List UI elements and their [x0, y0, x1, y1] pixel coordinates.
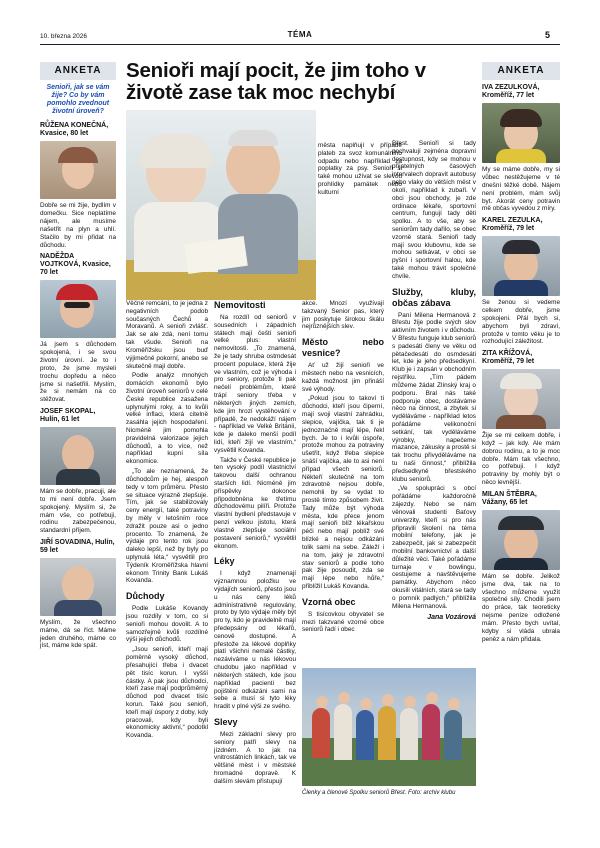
page-number: 5	[544, 30, 550, 40]
article-headline: Senioři mají pocit, že jim toho v životě zase tak moc nechybí	[126, 59, 426, 104]
page-header	[0, 0, 600, 40]
section-title: TÉMA	[287, 30, 313, 39]
person-name: JIŘÍ SOVADINA, Hulín, 59 let	[40, 538, 115, 554]
subheading: Slevy	[214, 716, 238, 727]
left-anketa-sidebar	[40, 62, 116, 654]
person-answer: Mám se dobře. Jelikož jsme dva, tak na to všechno můžeme využít společné síly. Chodili jsem do práce, tak teoreticky nejsme peníze odložené mám. Přesto bych uvítal, kdyby si vláda ubrala peněz a nám přidala.	[482, 573, 560, 643]
person-name: MILAN ŠTĚBRA, Vážany, 65 let	[482, 490, 537, 506]
subheading: Nemovitosti	[214, 300, 266, 310]
anketa-question: Senioři, jak se vám žije? Co by vám pomohlo zvednout životní úroveň?	[46, 84, 110, 116]
person-name: RŮŽENA KONEČNÁ, Kvasice, 80 let	[40, 122, 109, 138]
anketa-title: ANKETA	[40, 62, 116, 80]
article-column-1	[126, 300, 208, 742]
paragraph: „Jsou senioři, kteří mají poměrně vysoký důchod, přesahující třeba i dvacet pět tisíc korun. I vyšší částky. A pak jsou důchodci, kteří zase mají podprůměrný důchod pod dvacet tisíc korun. Také jsou senioři, kteří mají úspory z doby, kdy pracovali, kdy byli ekonomicky aktivní,“ podotkl Kovanda.	[126, 646, 208, 740]
portrait-photo	[40, 280, 116, 338]
person-answer: Se ženou si vedeme celkem dobře, jsme spokojeni. Přál bych si, abychom byli zdraví, protože v tomto věku je to rozhodující záležitost.	[482, 299, 560, 346]
paragraph: Na rozdíl od seniorů v sousedních i západních státech mají čeští senioři velké plus: vlastní nemovitosti. „To znamená, že je tady shruba ostmdesát procent populace, která žije ve vlastním, což je výhoda i pro seniory, protože ti pak nečelí problémům, které trápí seniory třeba v některých jiných zemích, kde jim hrozí vystěhování v případě, že nedokáží nájem - například ve Velké Británii, kde je daleko menší podíl lidí, kteří žijí ve vlastním,“ vysvětlil Kovanda.	[214, 313, 296, 454]
subheading: Léky	[214, 556, 235, 567]
paragraph: I když znamenají významnou položku ve výdajích seniorů, přesto jsou u nás ceny léků administrativně regulovány, proto by tyto výdaje měly být pro ty, kdo je pravidelně mají předepsány od lékařů, cenově dostupné. A přestože za lékové doplňky platí všichni nemalé částky, nezáviváme u nás lékovou chudobu jako například v některých státech, kde jsou například pacienti bez pojištění odkázáni sami na sebe a musí si tyto léky hradit v plné výši ze svého.	[214, 570, 296, 711]
portrait-photo	[40, 558, 116, 616]
paragraph: Podle analýz mnohých domácích ekonomů bylo životní úroveň seniorů v celé České republice zasažena uplynulými roky, a to kvůli velké inflaci, která citelně zasáhla jejich hospodaření. Nicméně jim pomohla pravidelná valorizace jejich důchodů, a to více, než například kupní síla ekonomice.	[126, 372, 208, 466]
person-name: KAREL ZEZULKA, Kroměříž, 79 let	[482, 217, 543, 233]
person-name: NADĚŽDA VOJTKOVÁ, Kvasice, 70 let	[40, 253, 111, 277]
person-answer: Žije se mi celkem dobře, i když – jak kdy. Ale mám dobrou rodinu, a to je moc dobře. Mám tak všechno, co potřebuji. I když potraviny by mohly být o něco levnější.	[482, 432, 560, 487]
paragraph: akce. Mnozí využívají takzvaný Senior pas, který jim poskytuje širokou škálu nejrůznějších slev.	[302, 300, 384, 331]
paragraph: Podle Lukáše Kovandy jsou rozdíly v tom, co si senioři mohou dovolit. A to samozřejmě kvůli rozdílné výši jejich důchodů.	[126, 605, 208, 644]
portrait-photo	[482, 103, 560, 163]
anketa-title: ANKETA	[482, 62, 560, 80]
paragraph: Břest. Senioři si tady pochvalují zejména dopravní dostupnost, kdy se mohou v přijatelných časových intervalech dopravit autobusy nebo vlaky do větších měst v okolí, například k zubaři. V obci jsou obchody, je zde ordinace lékaře, sportovní centrum, fungují tady děti spolku. A to vše, aby se seniorům tady dařilo, se obec vzorně stará. Senioři tady mají svou klubovnu, kde se mohou setkávat, v obci se pyšní i sportovní halou, kde také mohou trávit společné chvíle.	[392, 140, 476, 280]
person-answer: Já jsem s důchodem spokojená, i se svou životní úrovní. Je to i proto, že jsme mysleli trochu dopředu a něco jsme si našetřili. Myslím, že si nemám na co stěžovat.	[40, 341, 116, 404]
portrait-photo	[482, 510, 560, 570]
paragraph: Ať už žijí senioři ve městech nebo na vesnicích, každá možnost jim přináší své výhody.	[302, 362, 384, 393]
person-name: ZITA KŘÍŽOVÁ, Kroměříž, 79 let	[482, 350, 535, 366]
article-column-3	[302, 300, 384, 636]
paragraph: Takže v České republice je ten vysoký podíl vlastnictví takovou další ochranou starších lidí. Nicméně jim příspěvky dokonce připodobněna ke třetímu důchodovému pilíři. Protože vlastní bydlení představuje v penzi velkou jistotu, která vlastně zlepšuje sociální postavení seniorů,“ vysvětlil ekonom.	[214, 456, 297, 550]
paragraph: Paní Milena Hermanová z Břestu žije podle svých slov aktivním životem i v důchodu. V Břestu funguje klub seniorů s padesáti členy ve věku od pětačedesáti do osmdesáti let, kde je jeho předsedkyní. Klub je i zapsán v obchodním rejstříku. „Tím pádem můžeme žádat Zlínský kraj o podporu. Bral nás také podporuje obec, dostáváme něco na činnost, a zbytek si vyděláváme - například letos pořádáme velikonoční setkání, tak vyděláváme výrobky, napečeme mazance, zákusky a prostě si tak trochu přivyděláváme na tu naši činnost,“ přiblížila předsedkyně břestského klubu seniorů.	[392, 311, 476, 483]
paragraph: S tisícovkou obyvatel se mezi takzvané vzorné obce seniorů řadí i obec	[302, 610, 384, 634]
subheading: Vzorná obec	[302, 596, 356, 607]
portrait-photo	[482, 369, 560, 429]
article-photo-side-text	[318, 142, 402, 199]
subheading: Město nebo vesnice?	[302, 337, 384, 359]
paragraph: „To ale neznamená, že důchodcům je hej, alespoň tedy v tom průměru. Přesto se situace výrazně zlepšuje. Tím, jak se stabilizovaly ceny energií, také potraviny by měly v letošním roce zdražit pouze asi o jedno procento. To znamená, že výdaje pro tento rok jsou daleko lepší, než by byly po uplynulá léta,“ vysvětlil pro Týdeník Kroměřížska hlavní ekonom Trinity Bank Lukáš Kovanda.	[126, 468, 208, 585]
person-name: IVA ZEZULKOVÁ, Kroměříž, 77 let	[482, 84, 540, 100]
main-article-photo	[126, 110, 316, 300]
article-author: Jana Vozárová	[427, 614, 476, 622]
paragraph: Věčné remcání, to je jedna z negativních podob současných Čechů a Moravanů. A senioři zvlášť. Jak se ale zdá, není tomu tak všude. Senioři na Kroměřížsku jsou buď výjimečně pokorní, anebo se skutečně mají dobře.	[126, 300, 208, 370]
subheading: Služby, kluby, občas zábava	[392, 286, 476, 308]
person-answer: Mám se dobře, pracuji, ale to mi není dobře. Jsem spokojený. Myslím si, že mám vše, co potřebuji, rodinu zabezpečenou, standardní příjem.	[40, 488, 116, 535]
person-answer: Dobře se mi žije, bydlím v domečku. Sice neplatíme nájem, ale musíme našetřit na plyn a uhlí. Stačilo by mi přidat na důchodu.	[40, 202, 116, 249]
person-answer: Myslím, že všechno máme, dá se říct. Máme jeden druhého, máme co jíst, máme kde spát.	[40, 619, 116, 650]
header-rule	[40, 44, 560, 45]
issue-date: 10. března 2026	[40, 33, 87, 40]
paragraph: „Ve spolupráci s obcí pořádáme každoročně zájezdy. Nebo se nám věnovali studenti Baťovy univerzity, kteří si pro nás připravili školení na téma mobilní telefony, jak je zabezpečit, jak si zabezpečit mobilní bankovnictví a další důležité věci. Také pořádáme turnaje v bowlingu, cestujeme a navštěvujeme památky. Abychom něco okusili vitálních, stará se tady o pomník padlých,“ přiblížila Milena Hermanová.	[392, 485, 476, 610]
paragraph: Mezi základní slevy pro seniory patří slevy na jízdném. A to jak na vnitrostátních linkách, tak ve většině měst i v městské hromadné dopravě. K dalším slevám přistupují	[214, 730, 296, 785]
article-column-4	[392, 140, 476, 623]
photo-caption: Členky a členové Spolku seniorů Břest. Foto: archiv klubu	[302, 790, 456, 796]
paragraph: města naplňují v případě plateb za svoz komunálního odpadu nebo například za poplatky za psy. Senioři si také mohou užívat se slevou prohlídky památek nebo kulturní	[318, 142, 402, 196]
portrait-photo	[40, 141, 116, 199]
right-anketa-sidebar	[482, 62, 560, 647]
portrait-photo	[482, 236, 560, 296]
paragraph: „Pokud jsou to takoví ti důchodci, kteří jsou čiperní, mají svoji vlastní zahrádku, slepice, vajíčka, tak ti je jednoznačně mají lépe, řekl bych. Je to i kvůli úspoře, protože mohou za potraviny ušetřit, když třeba slepice snáší vajíčka, ale to asi není případ všech seniorů. Někteří skutečně na tom zdravotně nejsou dobře, nemohli by se vydat to prostě tímto způsobem živit. Tady může být výhoda města, kde přece jenom mají senioři blíž lékařskou péči nebo mají poblíž své blízké a nejsou odkázáni tolik sami na sebe. Záleží i na tom, jaký je zdravotní stav seniorů a podle toho pak žije posoudit, zda se mají lépe nebo hůře,“ přiblížil Lukáš Kovanda.	[302, 395, 384, 590]
subheading: Důchody	[126, 591, 165, 602]
person-name: JOSEF SKOPAL, Hulín, 61 let	[40, 407, 96, 424]
person-answer: My se máme dobře, my si vůbec nestěžujeme v té dnešní těžké době. Nájem není problém, mám svůj byt. Akorát ceny potravin mě občas vyvedou z míry.	[482, 166, 560, 213]
portrait-photo	[40, 427, 116, 485]
article-column-2	[214, 300, 296, 788]
group-photo	[302, 668, 476, 786]
